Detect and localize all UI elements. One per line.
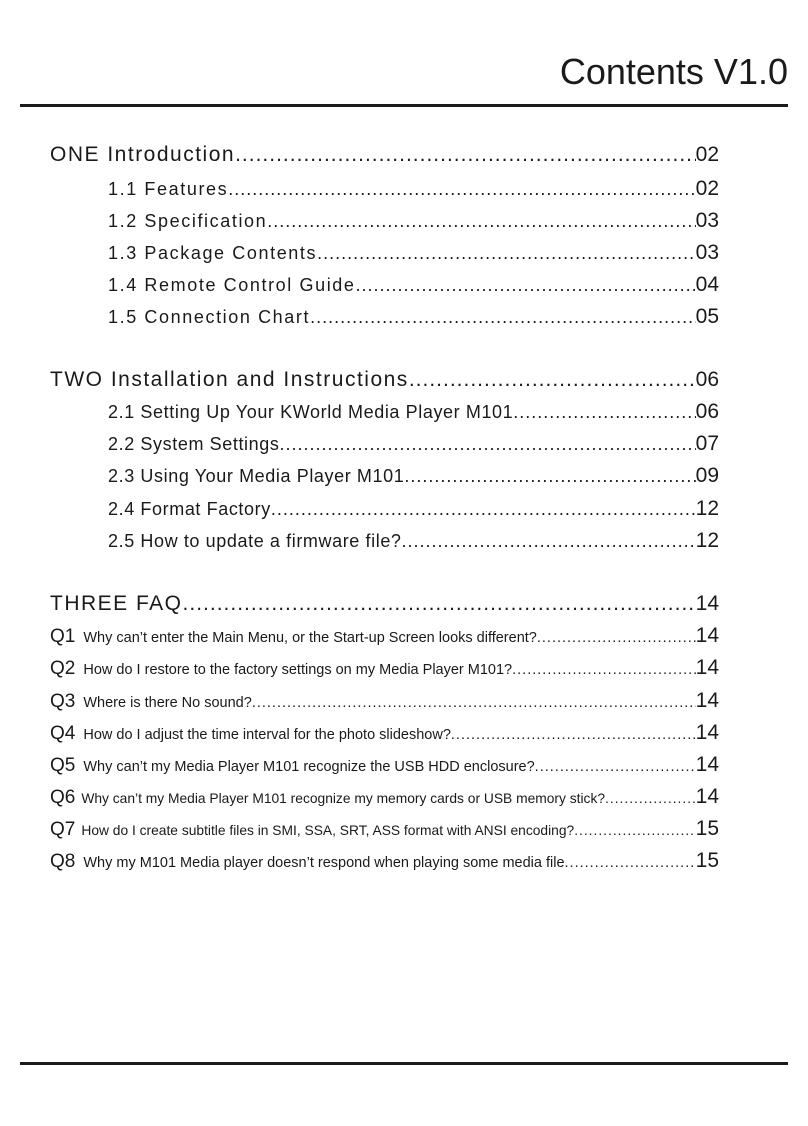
dot-leader bbox=[574, 823, 695, 838]
toc-page-number: 12 bbox=[695, 529, 719, 552]
faq-entry-q8[interactable] bbox=[50, 849, 719, 873]
toc-page-number: 14 bbox=[695, 689, 719, 712]
faq-number: Q5 bbox=[50, 755, 76, 776]
dot-leader bbox=[317, 243, 696, 264]
toc-page-number: 14 bbox=[695, 592, 719, 615]
toc-page-number: 14 bbox=[695, 721, 719, 744]
toc-page-number: 12 bbox=[695, 497, 719, 520]
toc-page-number: 09 bbox=[695, 464, 719, 487]
dot-leader bbox=[451, 727, 696, 743]
toc-page-number: 14 bbox=[695, 624, 719, 647]
toc-entry-features[interactable] bbox=[108, 177, 719, 201]
dot-leader bbox=[279, 434, 695, 455]
top-divider bbox=[20, 104, 788, 107]
faq-number: Q7 bbox=[50, 819, 76, 840]
dot-leader bbox=[404, 466, 695, 487]
toc-entry-using-media-player[interactable] bbox=[108, 464, 719, 488]
toc-entry-one-introduction[interactable] bbox=[50, 143, 719, 167]
toc-page-number: 03 bbox=[695, 209, 719, 232]
toc-page-number: 06 bbox=[695, 400, 719, 423]
faq-question: How do I create subtitle files in SMI, SSA, SRT, ASS format with ANSI encoding? bbox=[81, 823, 575, 838]
dot-leader bbox=[252, 695, 696, 711]
dot-leader bbox=[267, 211, 695, 232]
dot-leader bbox=[513, 402, 695, 423]
faq-entry-q1[interactable] bbox=[50, 624, 719, 648]
toc-entry-label: 2.5 How to update a firmware file? bbox=[108, 531, 402, 551]
toc-entry-label: ONE Introduction bbox=[50, 143, 236, 166]
dot-leader bbox=[402, 531, 696, 552]
faq-number: Q1 bbox=[50, 626, 76, 647]
toc-page-number: 07 bbox=[695, 432, 719, 455]
dot-leader bbox=[271, 499, 696, 520]
toc-entry-system-settings[interactable] bbox=[108, 432, 719, 456]
faq-number: Q2 bbox=[50, 658, 76, 679]
faq-question: Why can’t my Media Player M101 recognize the USB HDD enclosure? bbox=[83, 759, 535, 775]
faq-entry-q4[interactable] bbox=[50, 721, 719, 745]
toc-entry-label: 1.5 Connection Chart bbox=[108, 307, 311, 327]
toc-entry-three-faq[interactable] bbox=[50, 592, 719, 616]
dot-leader bbox=[565, 855, 696, 871]
faq-question: Why my M101 Media player doesn’t respond when playing some media file bbox=[83, 855, 565, 871]
faq-question: Where is there No sound? bbox=[83, 695, 252, 711]
dot-leader bbox=[356, 275, 696, 296]
faq-number: Q8 bbox=[50, 851, 76, 872]
toc-page-number: 02 bbox=[695, 143, 719, 166]
dot-leader bbox=[183, 592, 696, 616]
faq-entry-q6[interactable] bbox=[50, 785, 719, 809]
toc-entry-label: THREE FAQ bbox=[50, 592, 183, 615]
bottom-divider bbox=[20, 1062, 788, 1065]
toc-entry-connection-chart[interactable] bbox=[108, 305, 719, 329]
toc-entry-label: 1.3 Package Contents bbox=[108, 243, 318, 263]
toc-entry-label: 2.3 Using Your Media Player M101 bbox=[108, 466, 405, 486]
toc-page-number: 14 bbox=[695, 785, 719, 808]
toc-entry-specification[interactable] bbox=[108, 209, 719, 233]
toc-entry-two-installation[interactable] bbox=[50, 368, 719, 392]
toc-entry-label: 1.4 Remote Control Guide bbox=[108, 275, 356, 295]
dot-leader bbox=[535, 759, 696, 775]
toc-entry-setting-up[interactable] bbox=[108, 400, 719, 424]
dot-leader bbox=[310, 307, 696, 328]
faq-question: Why can’t my Media Player M101 recognize my memory cards or USB memory stick? bbox=[81, 791, 606, 806]
faq-entry-q7[interactable] bbox=[50, 817, 719, 841]
dot-leader bbox=[537, 630, 696, 646]
faq-entry-q5[interactable] bbox=[50, 753, 719, 777]
dot-leader bbox=[228, 179, 695, 200]
toc-page-number: 14 bbox=[695, 753, 719, 776]
faq-number: Q6 bbox=[50, 787, 76, 808]
toc-page-number: 06 bbox=[695, 368, 719, 391]
toc-page-number: 02 bbox=[695, 177, 719, 200]
toc-page-number: 15 bbox=[695, 817, 719, 840]
faq-entry-q3[interactable] bbox=[50, 689, 719, 713]
toc-entry-label: 1.2 Specification bbox=[108, 211, 268, 231]
faq-question: How do I adjust the time interval for the photo slideshow? bbox=[83, 727, 451, 743]
toc-entry-package-contents[interactable] bbox=[108, 241, 719, 265]
toc-page-number: 14 bbox=[695, 656, 719, 679]
toc-page-number: 15 bbox=[695, 849, 719, 872]
faq-question: Why can’t enter the Main Menu, or the Start-up Screen looks different? bbox=[83, 630, 537, 646]
toc-entry-format-factory[interactable] bbox=[108, 497, 719, 521]
toc-page-number: 05 bbox=[695, 305, 719, 328]
toc-entry-label: 1.1 Features bbox=[108, 179, 229, 199]
page-title: Contents V1.0 bbox=[559, 51, 788, 92]
faq-entry-q2[interactable] bbox=[50, 656, 719, 680]
toc-entry-label: 2.1 Setting Up Your KWorld Media Player M101 bbox=[108, 402, 514, 422]
toc-page-number: 04 bbox=[695, 273, 719, 296]
toc-page-number: 03 bbox=[695, 241, 719, 264]
dot-leader bbox=[235, 143, 696, 167]
dot-leader bbox=[605, 791, 696, 806]
toc-entry-label: 2.4 Format Factory bbox=[108, 499, 271, 519]
toc-entry-update-firmware[interactable] bbox=[108, 529, 719, 553]
toc-entry-label: TWO Installation and Instructions bbox=[50, 368, 409, 391]
faq-number: Q4 bbox=[50, 723, 76, 744]
dot-leader bbox=[512, 662, 696, 678]
dot-leader bbox=[409, 368, 696, 392]
toc-entry-remote-control-guide[interactable] bbox=[108, 273, 719, 297]
faq-question: How do I restore to the factory settings on my Media Player M101? bbox=[83, 662, 513, 678]
toc-entry-label: 2.2 System Settings bbox=[108, 434, 280, 454]
faq-number: Q3 bbox=[50, 691, 76, 712]
